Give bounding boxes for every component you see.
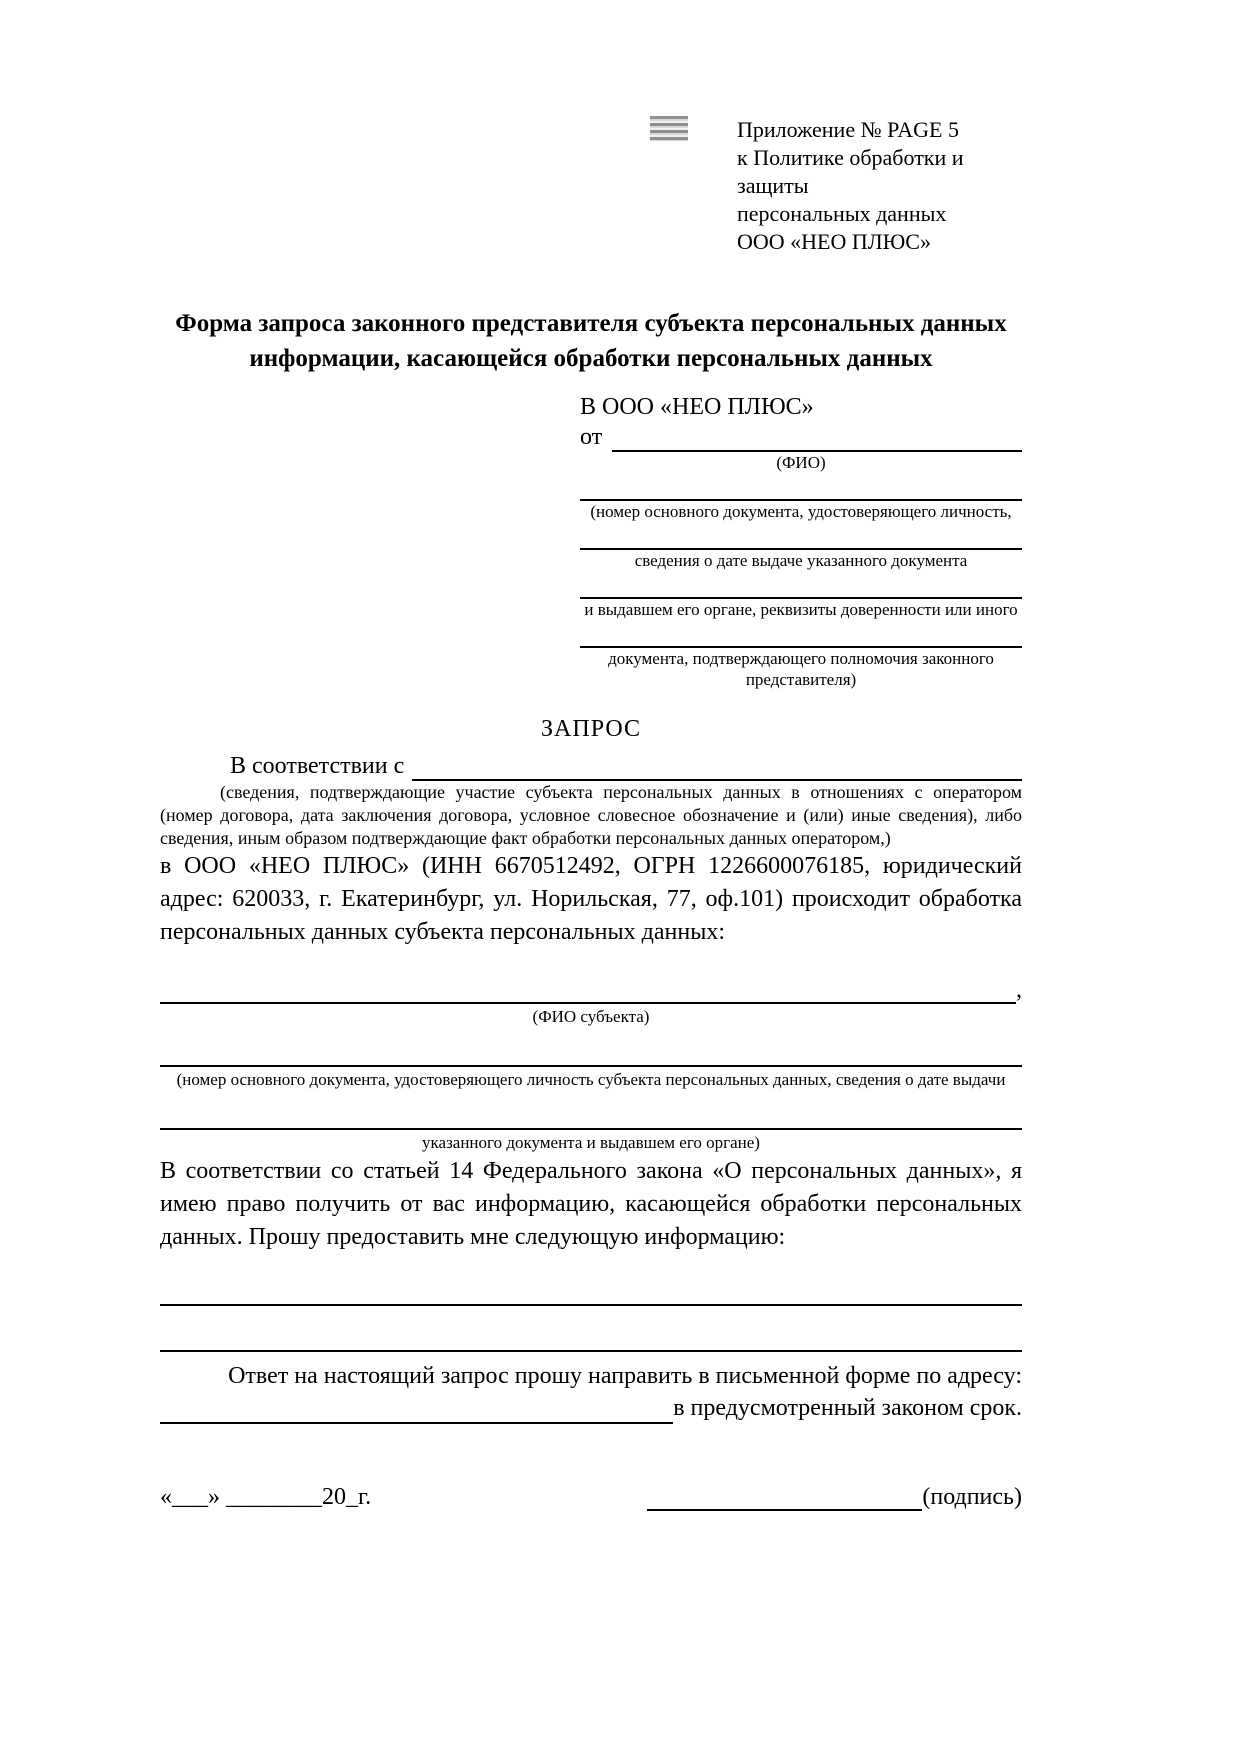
appendix-header	[737, 116, 1022, 256]
rep-doc-field-4[interactable]	[580, 624, 1022, 648]
rep-doc-group-1	[580, 477, 1022, 522]
requested-info-field-2[interactable]	[160, 1328, 1022, 1352]
answer-suffix: в предусмотренный законом срок.	[673, 1395, 1022, 1421]
basis-field[interactable]	[412, 757, 1022, 781]
request-heading: ЗАПРОС	[541, 716, 641, 742]
document-title-line2: информации, касающейся обработки персональных данных	[249, 345, 933, 372]
subject-doc-caption-1: (номер основного документа, удостоверяющего личность субъекта персональных данных, сведения о дате выдачи	[176, 1070, 1006, 1089]
signature-group	[647, 1484, 1022, 1511]
appendix-company-line: ООО «НЕО ПЛЮС»	[737, 229, 931, 254]
representative-fio-field[interactable]	[612, 428, 1022, 452]
subject-doc-field-2[interactable]	[160, 1106, 1022, 1130]
from-row	[580, 422, 1022, 452]
addressee-company: В ООО «НЕО ПЛЮС»	[580, 394, 814, 420]
answer-instruction: Ответ на настоящий запрос прошу направить в письменной форме по адресу:	[228, 1363, 1022, 1389]
appendix-policy-line: к Политике обработки и защиты	[737, 145, 964, 198]
appendix-subject-line: персональных данных	[737, 201, 947, 226]
requested-info-field-1[interactable]	[160, 1282, 1022, 1306]
date-signature-row	[160, 1484, 1022, 1511]
trailing-comma: ,	[1016, 977, 1022, 1003]
rep-doc-group-3	[580, 575, 1022, 620]
embedded-thumbnail-image	[650, 116, 688, 141]
signature-field[interactable]	[647, 1487, 922, 1511]
subject-doc-caption-2: указанного документа и выдавшем его органе)	[422, 1133, 760, 1152]
subject-fio-caption: (ФИО субъекта)	[532, 1007, 650, 1026]
rep-doc-caption-1: (номер основного документа, удостоверяющего личность,	[590, 502, 1012, 521]
basis-fine-print: (сведения, подтверждающие участие субъекта персональных данных в отношениях с оператором (номер договора, дата заключения договора, условное словесное обозначение и (или) иные сведения), либо сведения, иным образом подтверждающие факт обработки персональных данных оператором,)	[160, 782, 1022, 848]
subject-doc-field-1[interactable]	[160, 1043, 1022, 1067]
answer-address-field[interactable]	[160, 1398, 673, 1424]
fio-caption: (ФИО)	[776, 453, 826, 472]
rep-doc-group-2	[580, 526, 1022, 571]
document-title-line1: Форма запроса законного представителя субъекта персональных данных	[175, 310, 1007, 337]
rep-doc-caption-4: документа, подтверждающего полномочия законного представителя)	[608, 649, 994, 689]
operator-paragraph: в ООО «НЕО ПЛЮС» (ИНН 6670512492, ОГРН 1226600076185, юридический адрес: 620033, г. Екатеринбург, ул. Норильская, 77, оф.101) происходит обработка персональных данных субъекта персональных данных:	[160, 853, 1022, 945]
signature-caption: (подпись)	[922, 1484, 1022, 1510]
subject-fio-field[interactable]	[160, 980, 1016, 1004]
rep-doc-field-1[interactable]	[580, 477, 1022, 501]
rep-doc-caption-3: и выдавшем его органе, реквизиты доверенности или иного	[584, 600, 1018, 619]
rep-doc-caption-2: сведения о дате выдаче указанного документа	[634, 551, 968, 570]
addressee-block	[580, 392, 1022, 690]
accordance-label: В соответствии с	[230, 753, 405, 779]
date-field[interactable]: «___» ________20_г.	[160, 1484, 372, 1510]
rep-doc-group-4	[580, 624, 1022, 690]
document-title	[160, 306, 1022, 376]
rep-doc-field-3[interactable]	[580, 575, 1022, 599]
answer-address-row	[160, 1392, 1022, 1424]
article-paragraph: В соответствии со статьей 14 Федерального закона «О персональных данных», я имею право получить от вас информацию, касающейся обработки персональных данных. Прошу предоставить мне следующую информацию:	[160, 1158, 1022, 1250]
appendix-number-line: Приложение № PAGE 5	[737, 117, 959, 142]
from-label: от	[580, 424, 603, 450]
subject-fio-row	[160, 977, 1022, 1004]
rep-doc-field-2[interactable]	[580, 526, 1022, 550]
accordance-row	[160, 751, 1022, 781]
